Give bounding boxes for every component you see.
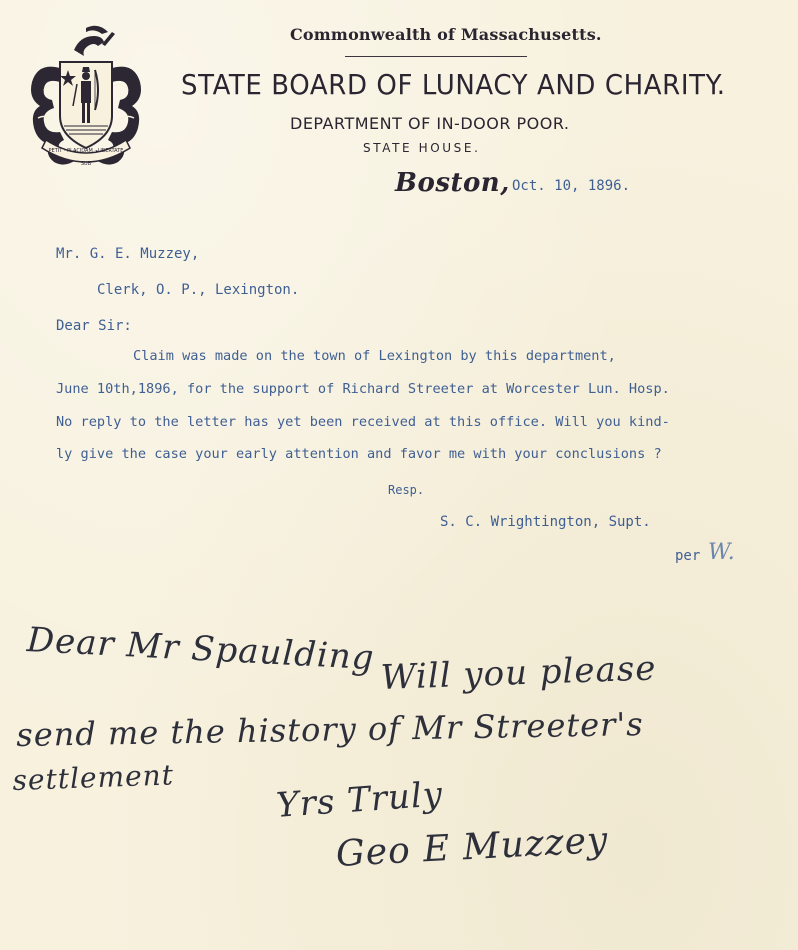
handwritten-line: settlement <box>12 758 175 797</box>
per-label: per <box>675 548 701 564</box>
handwritten-closing: Yrs Truly <box>275 774 445 826</box>
commonwealth-heading: Commonwealth of Massachusetts. <box>290 25 602 44</box>
seal-motto: PETIT · PLACIDAM · LIBERTATE <box>48 148 124 154</box>
body-line: ly give the case your early attention and favor me with your conclusions ? <box>56 446 662 462</box>
salutation: Dear Sir: <box>56 318 132 334</box>
handwritten-line: Will you please <box>380 648 657 698</box>
body-line: No reply to the letter has yet been received at this office. Will you kind- <box>56 414 670 430</box>
state-house-label: STATE HOUSE. <box>363 141 481 155</box>
handwritten-line: send me the history of Mr Streeter's <box>16 705 644 754</box>
board-title: STATE BOARD OF LUNACY AND CHARITY. <box>181 70 726 102</box>
body-line: June 10th,1896, for the support of Richard Streeter at Worcester Lun. Hosp. <box>56 381 670 397</box>
heading-divider <box>345 56 527 57</box>
typed-signature: S. C. Wrightington, Supt. <box>440 514 651 530</box>
letter-date: Oct. 10, 1896. <box>512 178 631 194</box>
massachusetts-seal-icon <box>22 20 150 172</box>
handwritten-salutation: Dear Mr Spaulding <box>25 620 376 679</box>
handwritten-signature: Geo E Muzzey <box>335 819 610 875</box>
body-line: Claim was made on the town of Lexington by this department, <box>133 348 616 364</box>
department-title: DEPARTMENT OF IN-DOOR POOR. <box>290 114 570 133</box>
closing: Resp. <box>388 483 425 497</box>
seal-motto-sub: SUB <box>80 161 92 167</box>
recipient-title: Clerk, O. P., Lexington. <box>97 282 300 298</box>
city-label: Boston, <box>395 168 510 198</box>
per-initials: W. <box>708 540 736 565</box>
recipient-name: Mr. G. E. Muzzey, <box>56 246 200 262</box>
